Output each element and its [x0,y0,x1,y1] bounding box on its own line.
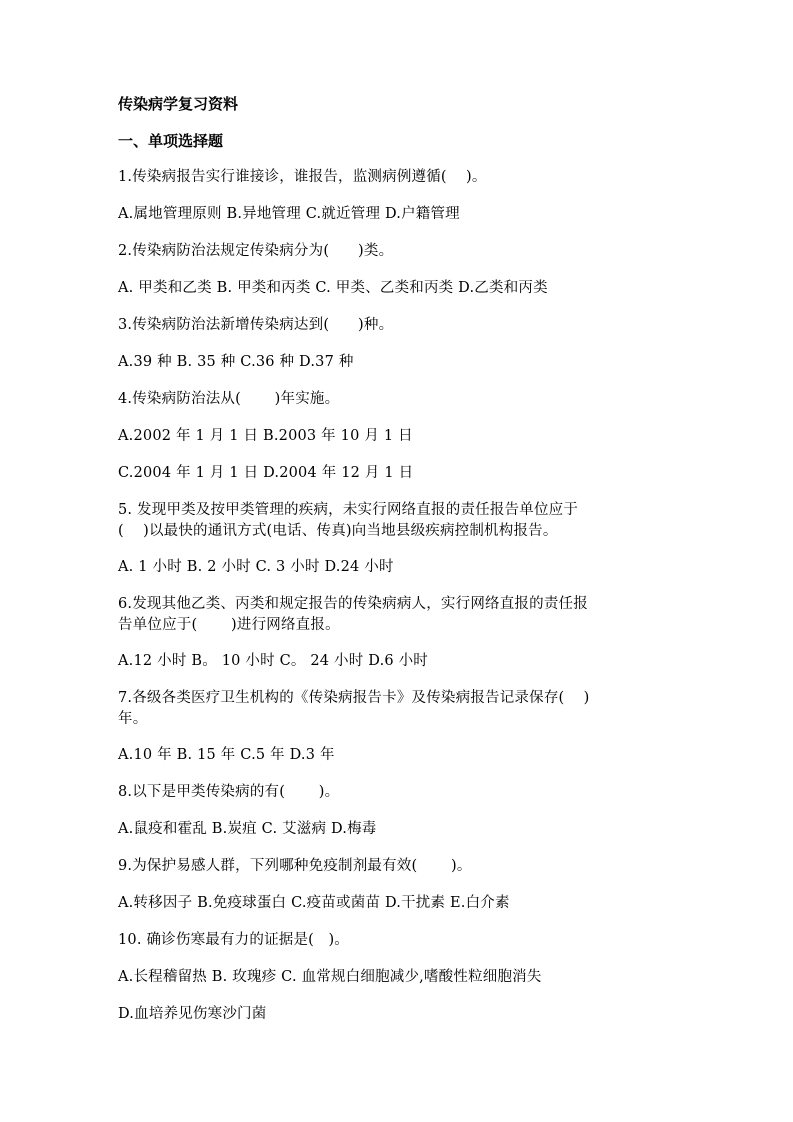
question-2-options: A. 甲类和乙类 B. 甲类和丙类 C. 甲类、乙类和丙类 D.乙类和丙类 [118,280,548,296]
question-3: 3.传染病防治法新增传染病达到( )种。 [118,317,394,333]
question-10-options-a-c: A.长程稽留热 B. 玫瑰疹 C. 血常规白细胞减少,嗜酸性粒细胞消失 [118,969,542,985]
question-1-options: A.属地管理原则 B.异地管理 C.就近管理 D.户籍管理 [118,206,460,222]
question-8-options: A.鼠疫和霍乱 B.炭疽 C. 艾滋病 D.梅毒 [118,821,377,837]
question-10: 10. 确诊伤寒最有力的证据是( )。 [118,932,350,948]
document-body [118,93,678,1041]
question-9: 9.为保护易感人群，下列哪种免疫制剂最有效( )。 [118,858,472,874]
question-5: 5. 发现甲类及按甲类管理的疾病，未实行网络直报的责任报告单位应于 ( )以最快的通讯方式(电话、传真)向当地县级疾病控制机构报告。 [118,502,579,539]
question-4-options-a-b: A.2002 年 1 月 1 日 B.2003 年 10 月 1 日 [118,428,413,444]
question-10-option-d: D.血培养见伤寒沙门菌 [118,1006,267,1022]
question-6-options: A.12 小时 B。 10 小时 C。 24 小时 D.6 小时 [118,653,429,669]
question-8: 8.以下是甲类传染病的有( )。 [118,784,340,800]
question-7: 7.各级各类医疗卫生机构的《传染病报告卡》及传染病报告记录保存( ) 年。 [118,690,590,727]
question-1: 1.传染病报告实行谁接诊，谁报告，监测病例遵循( )。 [118,169,487,185]
document-title: 传染病学复习资料 [118,95,239,113]
question-7-options: A.10 年 B. 15 年 C.5 年 D.3 年 [118,747,335,763]
question-2: 2.传染病防治法规定传染病分为( )类。 [118,243,394,259]
question-3-options: A.39 种 B. 35 种 C.36 种 D.37 种 [118,354,354,370]
question-4-options-c-d: C.2004 年 1 月 1 日 D.2004 年 12 月 1 日 [118,465,414,481]
question-4: 4.传染病防治法从( )年实施。 [118,391,340,407]
question-5-options: A. 1 小时 B. 2 小时 C. 3 小时 D.24 小时 [118,559,394,575]
question-9-options: A.转移因子 B.免疫球蛋白 C.疫苗或菌苗 D.干扰素 E.白介素 [118,895,510,911]
section-heading: 一、单项选择题 [118,132,224,150]
question-6: 6.发现其他乙类、丙类和规定报告的传染病病人，实行网络直报的责任报 告单位应于( )进行网络直报。 [118,596,588,633]
